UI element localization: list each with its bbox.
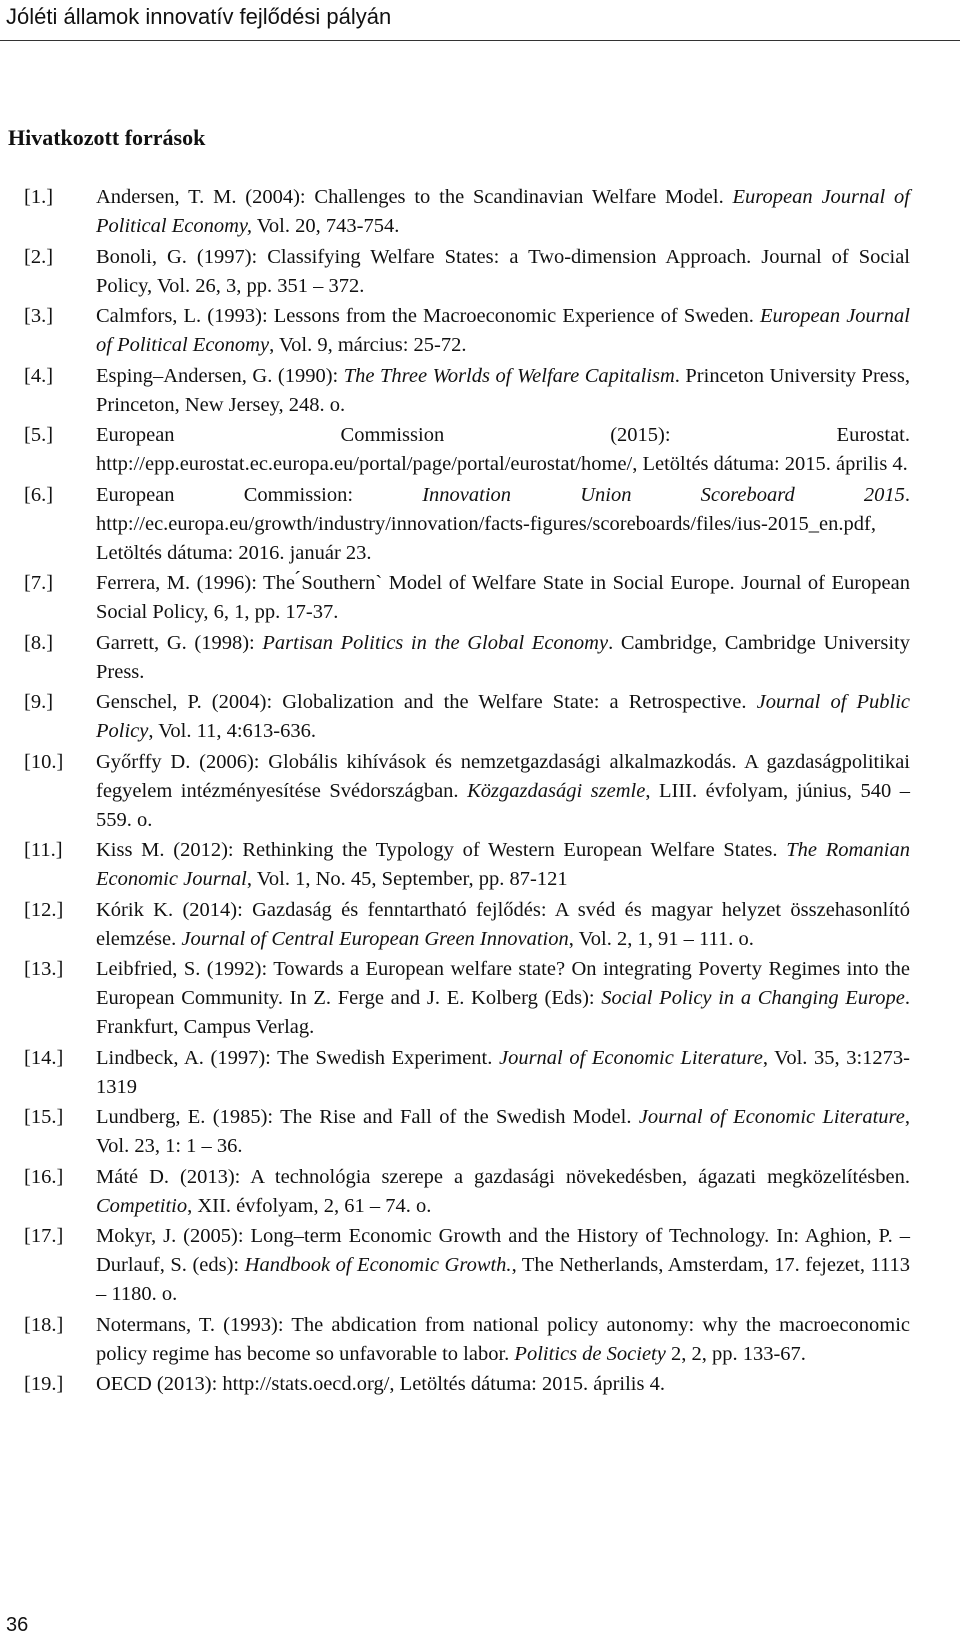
reference-segment: European Commission: xyxy=(96,483,423,506)
reference-source-title: Közgazdasági szemle xyxy=(467,779,646,802)
reference-segment: Győrffy D. (2006): Globális kihívások és nemzetgazdasági alkalmazkodás. A gazdaságpolitikai fegyelem intézményesítése Svédországban. xyxy=(96,750,910,802)
reference-text xyxy=(96,1163,910,1221)
reference-segment: Leibfried, S. (1992): Towards a European welfare state? On integrating Poverty Regimes into the European Community. In Z. Ferge and J. E. Kolberg (Eds): xyxy=(96,958,910,1009)
reference-source-title: Innovation Union Scoreboard 2015 xyxy=(422,483,905,506)
reference-text xyxy=(96,421,910,479)
reference-number: [6.] xyxy=(24,483,54,506)
reference-text xyxy=(96,481,910,568)
reference-segment: Vol. 20, 743-754. xyxy=(252,215,400,237)
reference-segment: Lundberg, E. (1985): The Rise and Fall of the Swedish Model. xyxy=(96,1106,639,1128)
reference-number: [18.] xyxy=(24,1313,64,1336)
reference-text xyxy=(96,1103,910,1161)
reference-text xyxy=(96,1044,910,1102)
reference-item xyxy=(0,569,960,627)
reference-item xyxy=(0,1044,960,1102)
reference-number: [14.] xyxy=(24,1046,64,1069)
reference-segment: Kiss M. (2012): Rethinking the Typology of Western European Welfare States. xyxy=(96,839,787,861)
reference-segment: Mokyr, J. (2005): Long–term Economic Growth and the History of Technology. In: Aghion, P. – Durlauf, S. (eds): xyxy=(96,1225,910,1276)
reference-text xyxy=(96,1311,910,1369)
page-number: 36 xyxy=(6,1614,29,1636)
reference-source-title: Journal of Central European Green Innovation xyxy=(181,927,569,950)
reference-segment: , Vol. 1, No. 45, September, pp. 87-121 xyxy=(246,868,568,890)
reference-item xyxy=(0,1311,960,1369)
reference-segment: , The Netherlands, Amsterdam, 17. fejezet, 1113 – 1180. o. xyxy=(96,1254,910,1305)
reference-segment: . Princeton University Press, Princeton, New Jersey, 248. o. xyxy=(96,364,910,416)
reference-text xyxy=(96,183,910,241)
reference-item xyxy=(0,1103,960,1161)
reference-item xyxy=(0,629,960,687)
reference-number: [11.] xyxy=(24,839,63,861)
reference-source-title: The Three Worlds of Welfare Capitalism xyxy=(343,364,675,387)
reference-segment: Esping–Andersen, G. (1990): xyxy=(96,364,344,387)
reference-text xyxy=(96,629,910,687)
reference-text xyxy=(96,896,910,954)
reference-segment: . Frankfurt, Campus Verlag. xyxy=(96,987,910,1038)
reference-item xyxy=(0,302,960,360)
running-header: Jóléti államok innovatív fejlődési pályán xyxy=(6,4,392,29)
reference-segment: Garrett, G. (1998): xyxy=(96,631,263,654)
reference-segment: Notermans, T. (1993): The abdication from national policy autonomy: why the macroeconomic policy regime has become so unfavorable to labor. xyxy=(96,1313,910,1365)
reference-number: [4.] xyxy=(24,364,54,387)
reference-item xyxy=(0,836,960,894)
reference-segment: Ferrera, M. (1996): The ́Southern` Model of Welfare State in Social Europe. Journal of European Social Policy, 6, 1, pp. 17-37. xyxy=(96,572,910,623)
reference-number: [17.] xyxy=(24,1225,64,1247)
reference-segment: , Vol. 11, 4:613-636. xyxy=(148,720,316,742)
reference-source-title: Competitio xyxy=(96,1194,188,1217)
reference-number: [2.] xyxy=(24,245,54,268)
reference-segment: European Commission (2015): Eurostat. http://epp.eurostat.ec.europa.eu/portal/page/portal/eurostat/home/, Letöltés dátuma: 2015. április 4. xyxy=(96,424,910,475)
reference-item xyxy=(0,481,960,568)
reference-segment: , Vol. 9, március: 25-72. xyxy=(269,334,467,356)
reference-item xyxy=(0,421,960,479)
reference-item xyxy=(0,955,960,1042)
reference-item xyxy=(0,1370,960,1399)
reference-number: [1.] xyxy=(24,186,54,208)
reference-source-title: Partisan Politics in the Global Economy xyxy=(262,631,609,654)
section-title: Hivatkozott források xyxy=(8,125,206,150)
reference-source-title: Journal of Public Policy xyxy=(96,691,910,742)
reference-segment: , LIII. évfolyam, június, 540 – 559. o. xyxy=(96,779,910,831)
reference-item xyxy=(0,1222,960,1309)
reference-segment: 2, 2, pp. 133-67. xyxy=(665,1342,806,1365)
reference-number: [8.] xyxy=(24,631,54,654)
reference-source-title: European Journal of Political Economy xyxy=(96,305,910,356)
reference-text xyxy=(96,569,910,627)
reference-text xyxy=(96,302,910,360)
reference-item xyxy=(0,688,960,746)
reference-source-title: Handbook of Economic Growth. xyxy=(244,1254,512,1276)
reference-number: [9.] xyxy=(24,691,54,713)
reference-segment: , XII. évfolyam, 2, 61 – 74. o. xyxy=(187,1194,432,1217)
reference-item xyxy=(0,748,960,835)
reference-source-title: The Romanian Economic Journal xyxy=(96,839,910,890)
reference-item xyxy=(0,362,960,420)
reference-segment: . http://ec.europa.eu/growth/industry/innovation/facts-figures/scoreboards/files/ius-2015_en.pdf, Letöltés dátuma: 2016. január 23. xyxy=(96,483,911,564)
reference-number: [3.] xyxy=(24,305,54,327)
reference-source-title: Journal of Economic Literature xyxy=(638,1106,905,1128)
reference-text xyxy=(96,836,910,894)
reference-text xyxy=(96,748,910,835)
reference-segment: Bonoli, G. (1997): Classifying Welfare States: a Two-dimension Approach. Journal of Social Policy, Vol. 26, 3, pp. 351 – 372. xyxy=(96,245,910,297)
reference-segment: . Cambridge, Cambridge University Press. xyxy=(96,631,910,683)
reference-segment: , Vol. 2, 1, 91 – 111. o. xyxy=(568,927,754,950)
reference-source-title: Social Policy in a Changing Europe xyxy=(601,987,905,1009)
reference-text xyxy=(96,1222,910,1309)
reference-segment: , Vol. 23, 1: 1 – 36. xyxy=(96,1106,910,1157)
reference-segment: OECD (2013): http://stats.oecd.org/, Letöltés dátuma: 2015. április 4. xyxy=(96,1373,665,1395)
reference-text xyxy=(96,243,910,301)
reference-source-title: Politics de Society xyxy=(514,1342,666,1365)
header-divider xyxy=(0,40,960,41)
reference-item xyxy=(0,183,960,241)
reference-number: [10.] xyxy=(24,750,64,773)
reference-text xyxy=(96,688,910,746)
reference-segment: Kórik K. (2014): Gazdaság és fenntartható fejlődés: A svéd és magyar helyzet összehasonlító elemzése. xyxy=(96,898,910,950)
reference-item xyxy=(0,896,960,954)
reference-number: [5.] xyxy=(24,424,54,446)
reference-number: [15.] xyxy=(24,1106,64,1128)
reference-item xyxy=(0,243,960,301)
reference-number: [16.] xyxy=(24,1165,64,1188)
reference-text xyxy=(96,362,910,420)
reference-number: [13.] xyxy=(24,958,64,980)
reference-segment: Máté D. (2013): A technológia szerepe a gazdasági növekedésben, ágazati megközelítésben. xyxy=(96,1165,910,1188)
reference-list xyxy=(0,183,960,1401)
reference-text xyxy=(96,955,910,1042)
reference-segment: Calmfors, L. (1993): Lessons from the Macroeconomic Experience of Sweden. xyxy=(96,305,760,327)
reference-segment: Lindbeck, A. (1997): The Swedish Experiment. xyxy=(96,1046,499,1069)
reference-text xyxy=(96,1370,910,1399)
reference-segment: , Vol. 35, 3:1273-1319 xyxy=(96,1046,910,1098)
reference-source-title: European Journal of Political Economy, xyxy=(96,186,910,237)
reference-segment: Andersen, T. M. (2004): Challenges to the Scandinavian Welfare Model. xyxy=(96,186,733,208)
reference-segment: Genschel, P. (2004): Globalization and the Welfare State: a Retrospective. xyxy=(96,691,757,713)
reference-number: [12.] xyxy=(24,898,64,921)
reference-item xyxy=(0,1163,960,1221)
reference-number: [7.] xyxy=(24,572,54,594)
reference-number: [19.] xyxy=(24,1373,64,1395)
reference-source-title: Journal of Economic Literature xyxy=(498,1046,763,1069)
